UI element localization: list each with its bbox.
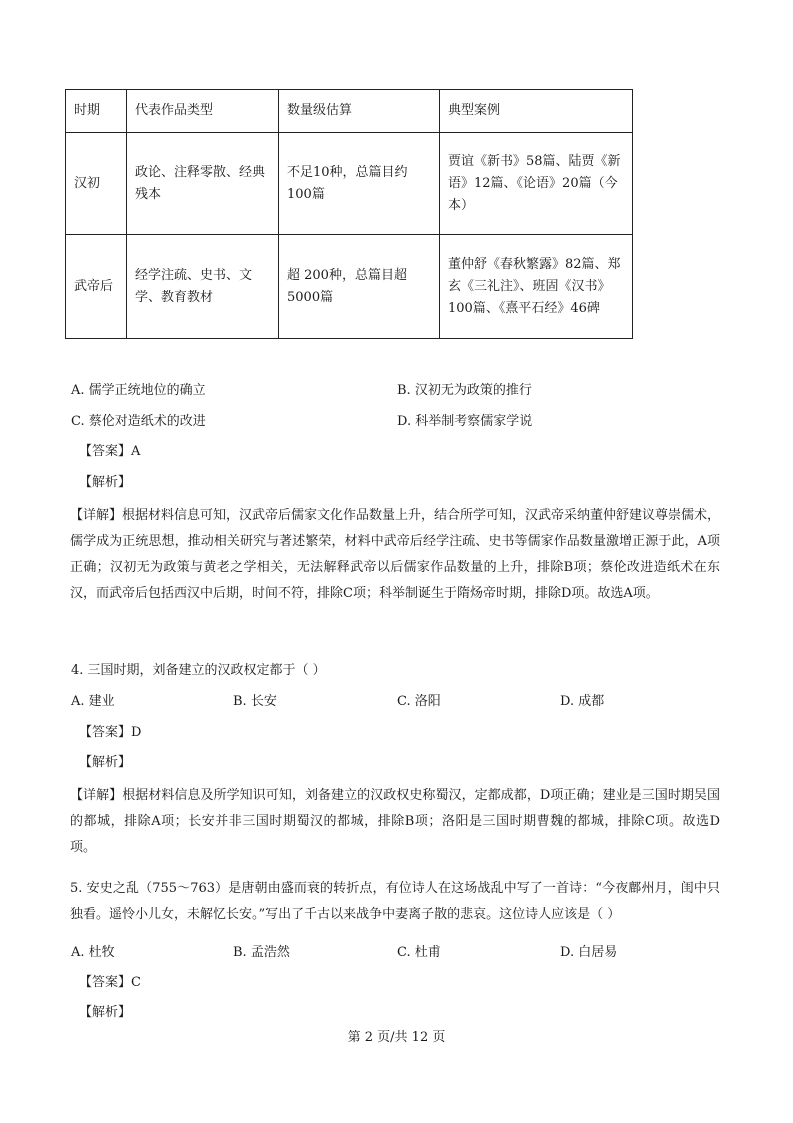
question-stem: 5. 安史之乱（755～763）是唐朝由盛而衰的转折点，有位诗人在这场战乱中写了一首诗：“今夜鄜州月，闺中只独看。遥怜小儿女，未解忆长安。”写出了千古以来战争中妻离子散的悲哀。这位诗人应该是（ ） bbox=[70, 881, 720, 922]
analysis-label: 【解析】 bbox=[79, 475, 132, 490]
option-a: A. 儒学正统地位的确立 bbox=[71, 383, 206, 398]
option-a: A. 杜牧 bbox=[71, 945, 115, 960]
option-d: D. 成都 bbox=[560, 694, 605, 709]
page-footer: 第 2 页/共 12 页 bbox=[347, 1030, 446, 1045]
table-header-row bbox=[66, 90, 633, 133]
detail-paragraph: 【详解】根据材料信息可知，汉武帝后儒家文化作品数量上升，结合所学可知，汉武帝采纳董仲舒建议尊崇儒术，儒学成为正统思想，推动相关研究与著述繁荣，材料中武帝后经学注疏、史书等儒家作品数量激增正源于此，A项正确；汉初无为政策与黄老之学相关，无法解释武帝以后儒家作品数量的上升，排除B项；蔡伦改进造纸术在东汉，而武帝后包括西汉中后期，时间不符，排除C项；科举制诞生于隋炀帝时期，排除D项。故选A项。 bbox=[70, 508, 721, 601]
answer-label: 【答案】C bbox=[79, 975, 141, 990]
detail-paragraph: 【详解】根据材料信息及所学知识可知，刘备建立的汉政权史称蜀汉，定都成都，D项正确；建业是三国时期吴国的都城，排除A项；长安并非三国时期蜀汉的都城，排除B项；洛阳是三国时期曹魏的都城，排除C项。故选D项。 bbox=[70, 788, 720, 855]
header-cell: 数量级估算 bbox=[279, 90, 440, 133]
table-row bbox=[66, 235, 633, 339]
header-cell: 代表作品类型 bbox=[127, 90, 279, 133]
table-cell: 超 200种，总篇目超5000篇 bbox=[279, 235, 440, 339]
table-cell: 武帝后 bbox=[66, 235, 127, 339]
question-stem: 4. 三国时期，刘备建立的汉政权定都于（ ） bbox=[71, 663, 326, 678]
table-cell: 董仲舒《春秋繁露》82篇、郑玄《三礼注》、班固《汉书》100篇、《熹平石经》46碑 bbox=[440, 235, 633, 339]
table-cell: 不足10种，总篇目约100篇 bbox=[279, 133, 440, 235]
table-row bbox=[66, 133, 633, 235]
table-cell: 经学注疏、史书、文学、教育教材 bbox=[127, 235, 279, 339]
option-c: C. 蔡伦对造纸术的改进 bbox=[71, 414, 206, 429]
option-a: A. 建业 bbox=[71, 694, 115, 709]
table-cell: 汉初 bbox=[66, 133, 127, 235]
header-cell: 时期 bbox=[66, 90, 127, 133]
answer-label: 【答案】A bbox=[79, 444, 141, 459]
header-cell: 典型案例 bbox=[440, 90, 633, 133]
answer-label: 【答案】D bbox=[79, 725, 142, 740]
analysis-label: 【解析】 bbox=[79, 1005, 132, 1020]
table-cell: 政论、注释零散、经典残本 bbox=[127, 133, 279, 235]
data-table bbox=[65, 89, 633, 339]
option-b: B. 孟浩然 bbox=[233, 945, 290, 960]
table-cell: 贾谊《新书》58篇、陆贾《新语》12篇、《论语》20篇（今本） bbox=[440, 133, 633, 235]
option-b: B. 汉初无为政策的推行 bbox=[397, 383, 532, 398]
analysis-label: 【解析】 bbox=[79, 755, 132, 770]
option-b: B. 长安 bbox=[233, 694, 277, 709]
option-c: C. 杜甫 bbox=[397, 945, 441, 960]
option-c: C. 洛阳 bbox=[397, 694, 441, 709]
option-d: D. 白居易 bbox=[560, 945, 618, 960]
option-d: D. 科举制考察儒家学说 bbox=[397, 414, 533, 429]
